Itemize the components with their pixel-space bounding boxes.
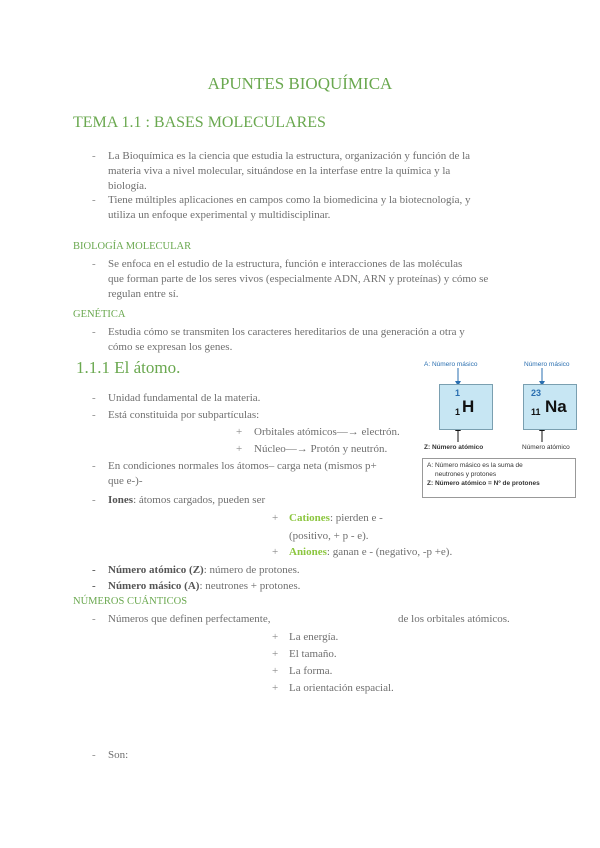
atomo-bullet-1: Unidad fundamental de la materia. — [108, 392, 261, 404]
cationes-definition: : pierden e - — [329, 512, 383, 524]
intro-paragraph-1 — [108, 149, 538, 194]
text-line: En condiciones normales los átomos– carga neta (mismos p+ — [108, 460, 377, 472]
text-line: (positivo, + p - e). — [289, 530, 369, 542]
atomo-heading: 1.1.1 El átomo. — [76, 358, 181, 377]
iones-definition: : átomos cargados, pueden ser — [133, 494, 266, 506]
hydrogen-cell — [439, 384, 493, 430]
bullet-dash: - — [92, 194, 96, 206]
genetica-paragraph — [108, 325, 538, 355]
cuantico-item: La energía. — [289, 631, 339, 643]
aniones-definition: : ganan e - (negativo, -p +e). — [326, 546, 453, 558]
bullet-plus: + — [272, 631, 279, 643]
text-line: regulan entre sí. — [108, 288, 179, 300]
bullet-plus: + — [272, 665, 279, 677]
bullet-plus: + — [272, 512, 279, 524]
cuantico-item: La orientación espacial. — [289, 682, 394, 694]
bullet-dash: - — [92, 460, 96, 472]
text-line: biología. — [108, 180, 147, 192]
atomo-bullet-2: Está constituida por subpartículas: — [108, 409, 260, 421]
bullet-dash: - — [92, 494, 96, 506]
mass-number-label: A: Número másico — [424, 361, 478, 368]
atomo-bullet-iones — [108, 493, 265, 508]
text-line: Tiene múltiples aplicaciones en campos como la biomedicina y la biotecnología, y — [108, 194, 471, 206]
bullet-dash: - — [92, 326, 96, 338]
bullet-dash: - — [92, 749, 96, 761]
biologia-paragraph — [108, 257, 538, 302]
atomo-sub-2: Núcleo—→ Protón y neutrón. — [254, 443, 388, 455]
section-heading-cuanticos: NÚMEROS CUÁNTICOS — [73, 596, 188, 607]
sodium-symbol: Na — [545, 397, 567, 416]
text-line: cómo se expresan los genes. — [108, 341, 233, 353]
figure-legend — [422, 458, 576, 498]
text-line: La Bioquímica es la ciencia que estudia la estructura, organización y función de la — [108, 150, 471, 162]
bullet-dash: - — [92, 392, 96, 404]
atomo-bullet-3 — [108, 459, 377, 489]
text-line: Estudia cómo se transmiten los caracteres hereditarios de una generación a otra y — [108, 326, 465, 338]
sodium-cell — [523, 384, 577, 430]
numero-atomico-item — [108, 563, 300, 578]
numero-masico-item — [108, 579, 300, 594]
section-heading-genetica: GENÉTICA — [73, 309, 126, 320]
bullet-dash: - — [92, 409, 96, 421]
bullet-dash: - — [92, 258, 96, 270]
numero-atomico-term: Número atómico (Z) — [108, 564, 204, 576]
text-line: Se enfoca en el estudio de la estructura, función e interacciones de las moléculas — [108, 258, 463, 270]
section-heading-biologia: BIOLOGÍA MOLECULAR — [73, 241, 192, 252]
legend-line: neutrones y protones — [435, 471, 497, 478]
text-line: que forman parte de los seres vivos (especialmente ADN, ARN y proteínas) y cómo se — [108, 273, 489, 285]
hydrogen-mass-number: 1 — [455, 388, 461, 398]
bullet-plus: + — [236, 426, 243, 438]
cuantico-item: La forma. — [289, 665, 333, 677]
iones-term: Iones — [108, 494, 134, 506]
atomic-number-label-right: Número atómico — [522, 444, 570, 451]
legend-line: A: Número másico es la suma de — [427, 462, 523, 469]
cuantico-item: El tamaño. — [289, 648, 337, 660]
bullet-dash: - — [92, 564, 96, 576]
mass-number-label-right: Número másico — [524, 361, 570, 368]
text-line: materia viva a nivel molecular, situándose en la interfase entre la química y la — [108, 165, 451, 177]
bullet-dash: - — [92, 580, 96, 592]
cuanticos-line-b: de los orbitales atómicos. — [398, 613, 510, 625]
atom-notation-figure — [418, 358, 584, 506]
text-line: utiliza un enfoque experimental y multidisciplinar. — [108, 209, 331, 221]
cationes-item — [289, 511, 383, 544]
aniones-term: Aniones — [289, 546, 327, 558]
cuanticos-line-a: Números que definen perfectamente, — [108, 613, 271, 625]
bullet-dash: - — [92, 150, 96, 162]
numero-masico-term: Número másico (A) — [108, 580, 200, 592]
text-line: que e-)- — [108, 475, 143, 487]
cationes-term: Cationes — [289, 512, 330, 524]
tema-heading: TEMA 1.1 : BASES MOLECULARES — [73, 114, 326, 131]
aniones-item — [289, 545, 452, 560]
atomo-sub-1: Orbitales atómicos—→ electrón. — [254, 426, 400, 438]
hydrogen-symbol: H — [462, 397, 475, 416]
atomic-number-label: Z: Número atómico — [424, 444, 484, 451]
hydrogen-atomic-number: 1 — [455, 407, 461, 417]
intro-paragraph-2 — [108, 193, 538, 223]
sodium-atomic-number: 11 — [531, 407, 541, 417]
sodium-mass-number: 23 — [531, 388, 542, 398]
bullet-plus: + — [272, 682, 279, 694]
bullet-plus: + — [272, 648, 279, 660]
numero-atomico-definition: : número de protones. — [203, 564, 300, 576]
bullet-plus: + — [236, 443, 243, 455]
bullet-plus: + — [272, 546, 279, 558]
numero-masico-definition: : neutrones + protones. — [199, 580, 301, 592]
legend-line: Z: Número atómico = Nº de protones — [427, 480, 540, 487]
bullet-dash: - — [92, 613, 96, 625]
son-label: Son: — [108, 749, 129, 761]
page-title: APUNTES BIOQUÍMICA — [207, 74, 393, 93]
